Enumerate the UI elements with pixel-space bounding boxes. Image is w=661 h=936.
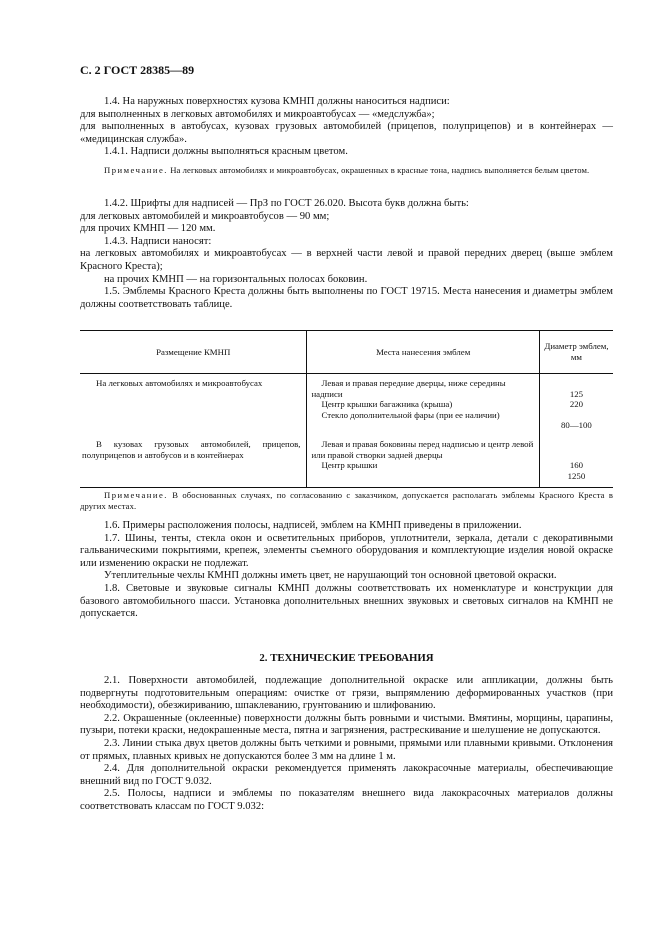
paragraph: 1.5. Эмблемы Красного Креста должны быть выполнены по ГОСТ 19715. Места нанесения и диаметры эмблем должны соответствовать таблице. [80, 286, 613, 310]
paragraph: на прочих КМНП — на горизонтальных полосах боковин. [104, 273, 368, 285]
clause-1-4-2 [80, 198, 613, 311]
section-title: 2. ТЕХНИЧЕСКИЕ ТРЕБОВАНИЯ [259, 652, 434, 664]
paragraph: 1.6. Примеры расположения полосы, надписей, эмблем на КМНП приведены в приложении. [104, 520, 522, 531]
paragraph: 1.4.3. Надписи наносят: [104, 235, 212, 247]
paragraph: для прочих КМНП — 120 мм. [80, 223, 216, 235]
paragraph: 1.8. Световые и звуковые сигналы КМНП должны соответствовать их номенклатуре и конструкции для базового автомобильного шасси. Установка дополнительных внешних звуковых и световых сигналов на КМНП не допускается. [80, 582, 613, 620]
note-1 [80, 165, 613, 176]
clause-1-4 [80, 96, 613, 159]
table-cell-diameter: 80—100 [561, 420, 592, 431]
table-row [80, 374, 613, 431]
table-cell-place: Стекло дополнительной фары (при ее наличии) [321, 409, 500, 420]
note-2 [80, 490, 613, 512]
table-cell-place: Центр крышки багажника (крыша) [321, 399, 453, 410]
paragraph: 2.1. Поверхности автомобилей, подлежащие дополнительной окраске или аппликации, должны быть подвергнуты подготовительным операциям: очистке от грязи, выпрямлению деформированных участков (при необходимости), обезжириванию, шпаклеванию, грунтованию и шлифованию. [80, 675, 613, 712]
paragraph: 1.7. Шины, тенты, стекла окон и осветительных приборов, уплотнители, зеркала, детали с декоративными гальваническими покрытиями, крепеж, элементы съемного оборудования и комплектующие изделия новой окраске или изменению окраски не подлежат. [80, 532, 613, 569]
paragraph: Утеплительные чехлы КМНП должны иметь цвет, не нарушающий тон основной цветовой окраски. [104, 570, 557, 582]
paragraph: 2.4. Для дополнительной окраски рекомендуется применять лакокрасочные материалы, обеспечивающие внешний вид по ГОСТ 9.032. [80, 763, 613, 787]
table-cell-diameter: 220 [569, 399, 584, 410]
table-cell-diameter: 1250 [567, 470, 586, 481]
table-cell-diameter: 160 [569, 460, 584, 471]
table-cell-diameter: 125 [569, 388, 584, 399]
table-header: Размещение КМНП [80, 331, 307, 374]
paragraph: для легковых автомобилей и микроавтобусов — 90 мм; [80, 210, 330, 222]
paragraph: 2.3. Линии стыка двух цветов должны быть четкими и ровными, прямыми или плавными кривыми. Отклонения от прямых, плавных кривых не допускаются более 3 мм на длине 1 м. [80, 737, 613, 762]
emblem-table [80, 330, 613, 488]
note-label: Примечание. [104, 490, 168, 500]
note-label: Примечание. [104, 165, 168, 175]
table-cell-place: Левая и правая боковины перед надписью и центр левой или правой створки задней дверцы [311, 438, 534, 460]
paragraph: для выполненных в легковых автомобилях и микроавтобусах — «медслужба»; [80, 108, 435, 120]
table-cell-place: Левая и правая передние дверцы, ниже середины надписи [311, 378, 506, 399]
paragraph: 1.4. На наружных поверхностях кузова КМНП должны наноситься надписи: [104, 96, 450, 107]
section-2-body [80, 675, 613, 814]
table-row [80, 431, 613, 488]
note-text: В обоснованных случаях, по согласованию с заказчиком, допускается располагать эмблемы Красного Креста в других местах. [80, 490, 613, 511]
paragraph: 2.5. Полосы, надписи и эмблемы по показателям внешнего вида лакокрасочных материалов должны соответствовать классам по ГОСТ 9.032: [80, 788, 613, 812]
paragraph: для выполненных в автобусах, кузовах грузовых автомобилей (прицепов, полуприцепов) и в контейнерах — «медицинская служба». [80, 121, 613, 145]
page-header: С. 2 ГОСТ 28385—89 [80, 63, 195, 77]
table-header: Места нанесения эмблем [307, 331, 539, 374]
clauses-1-6-to-1-8 [80, 520, 613, 621]
table-header-row [80, 331, 613, 374]
paragraph: на легковых автомобилях и микроавтобусах — в верхней части левой и правой передних дверец (выше эмблем Красного Креста); [80, 248, 613, 272]
paragraph: 1.4.2. Шрифты для надписей — ПрЗ по ГОСТ 26.020. Высота букв должна быть: [104, 198, 469, 209]
paragraph: 1.4.1. Надписи должны выполняться красным цветом. [104, 146, 348, 158]
note-text: На легковых автомобилях и микроавтобусах, окрашенных в красные тона, надпись выполняется белым цветом. [167, 165, 590, 175]
table-cell-placement: В кузовах грузовых автомобилей, прицепов, полуприцепов и автобусов и в контейнерах [82, 438, 301, 460]
table-cell-place: Центр крышки [321, 460, 378, 471]
table-header: Диаметр эмблем, мм [539, 331, 613, 374]
paragraph: 2.2. Окрашенные (оклеенные) поверхности должны быть ровными и чистыми. Вмятины, морщины, царапины, пузыри, потеки краски, недокрашенные места, пятна и загрязнения, растрескивание и шелушение не допускаются. [80, 712, 613, 737]
table-cell-placement: На легковых автомобилях и микроавтобусах [96, 378, 263, 388]
